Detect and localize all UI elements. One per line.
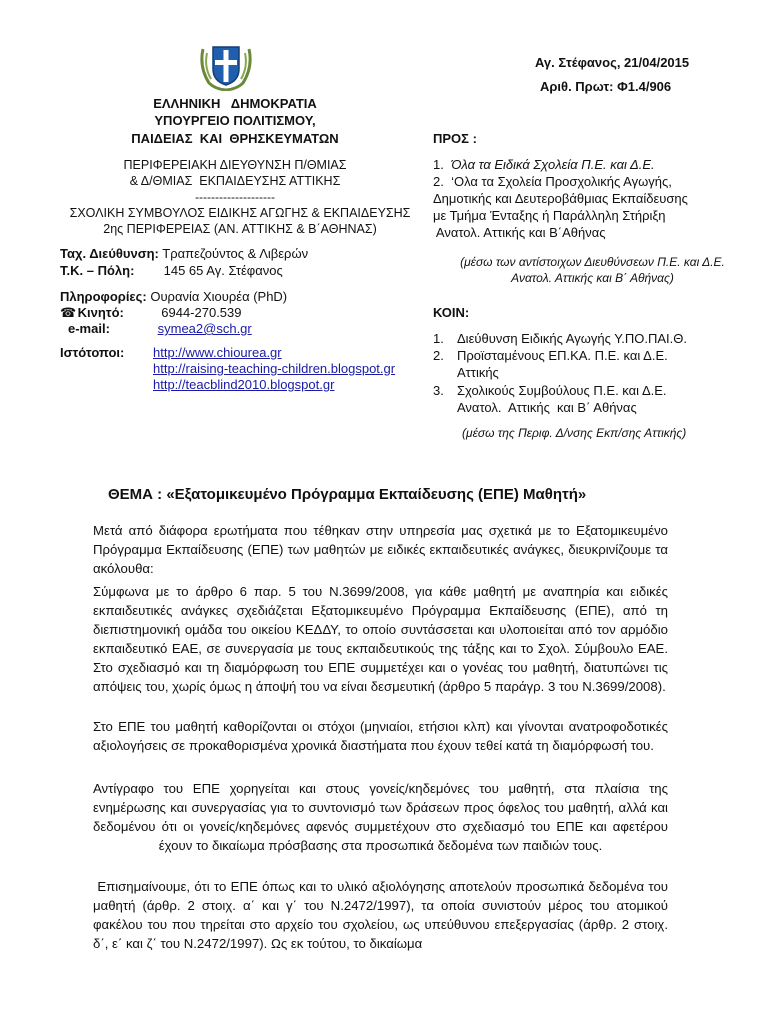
info-label: Πληροφορίες: [60, 289, 147, 304]
info-row [60, 289, 380, 305]
paragraph-2: Σύμφωνα με το άρθρο 6 παρ. 5 του Ν.3699/2008, για κάθε μαθητή με αναπηρία και ειδικές εκπαιδευτικές ανάγκες σχεδιάζεται Εξατομικευμένο Πρόγραμμα Εκπαίδευσης (ΕΠΕ), από τη διεπιστημονική ομάδα του οικείου ΚΕΔΔΥ, το οποίο συντάσσεται και υλοποιείται από τον αρμόδιο εκπαιδευτικό ΕΑΕ, σε συνεργασία με τους εκπαιδευτικούς της τάξης και το Σχολ. Σύμβουλο ΕΑΕ. Στο σχεδιασμό και τη διαμόρφωση του ΕΠΕ συμμετέχει και ο γονέας του μαθητή, διατυπώνει τις απόψεις του, χωρίς όμως η άποψή του να είναι δεσμευτική (άρθρο 5 παράγρ. 3 του Ν.3699/2008). [93, 584, 668, 694]
paragraph-3: Στο ΕΠΕ του μαθητή καθορίζονται οι στόχοι (μηνιαίοι, ετήσιοι κλπ) και γίνονται ανατροφοδοτικές αξιολογήσεις σε προκαθορισμένα χρονικά διαστήματα που έχουν τεθεί κατά τη διαμόρφωσή του. [93, 719, 668, 753]
paragraph-1: Μετά από διάφορα ερωτήματα που τέθηκαν στην υπηρεσία μας σχετικά με το Εξατομικευμένο Πρόγραμμα Εκπαίδευσης (ΕΠΕ) των μαθητών με ειδικές εκπαιδευτικές ανάγκες, διευκρινίζουμε τα ακόλουθα: [93, 523, 668, 576]
republic-title: ΕΛΛΗΝΙΚΗ ΔΗΜΟΚΡΑΤΙΑ [153, 96, 317, 111]
telephone-icon: ☎ [60, 305, 77, 320]
cc-note: (μέσω της Περιφ. Δ/νσης Εκπ/σης Αττικής) [462, 426, 687, 440]
email-label: e-mail: [68, 321, 110, 336]
protocol-number: Αριθ. Πρωτ: Φ1.4/906 [540, 79, 672, 94]
advisor-line-2: 2ης ΠΕΡΙΦΕΡΕΙΑΣ (ΑΝ. ΑΤΤΙΚΗΣ & Β΄ΑΘΗΝΑΣ) [103, 222, 377, 236]
to-label: ΠΡΟΣ : [433, 131, 477, 146]
coat-of-arms-emblem [195, 43, 257, 91]
email-row [60, 321, 380, 337]
mobile-value: 6944-270.539 [161, 305, 242, 320]
paragraph-5: Επισημαίνουμε, ότι το ΕΠΕ όπως και το υλικό αξιολόγησης αποτελούν προσωπικά δεδομένα του μαθητή (άρθρ. 2 στοιχ. α΄ και γ΄ του Ν.2472/1997), τα οποία συνιστούν μέρος του ατομικού φακέλου του που τηρείται στο αρχείο του σχολείου, ως υπεύθυνου επεξεργασίας (άρθρ. 2 στοιχ. δ΄, ε΄ και ζ΄ του Ν.2472/1997). Ως εκ τούτου, το δικαίωμα [93, 879, 672, 951]
cc-item-2: 2. Προϊσταμένους ΕΠ.ΚΑ. Π.Ε. και Δ.Ε. Αττικής [433, 348, 668, 380]
subject-heading: ΘΕΜΑ : «Εξατομικευμένο Πρόγραμμα Εκπαίδευσης (ΕΠΕ) Μαθητή» [108, 486, 587, 503]
postal-label: Τ.Κ. – Πόλη: [60, 263, 135, 278]
to-item-1: 1. Όλα τα Ειδικά Σχολεία Π.Ε. και Δ.Ε. [433, 157, 655, 172]
greek-coat-of-arms-icon [195, 43, 257, 91]
cc-list [433, 330, 763, 416]
separator-line: -------------------- [195, 190, 275, 204]
mobile-row [60, 305, 380, 321]
address-value: Τραπεζούντος & Λιβερών [162, 246, 309, 261]
ministry-line-1: ΥΠΟΥΡΓΕΙΟ ΠΟΛΙΤΙΣΜΟΥ, [154, 113, 316, 128]
mobile-label: Κινητό: [77, 305, 124, 320]
directorate-line-1: ΠΕΡΙΦΕΡΕΙΑΚΗ ΔΙΕΥΘΥΝΣΗ Π/ΘΜΙΑΣ [123, 158, 347, 172]
ministry-line-2: ΠΑΙΔΕΙΑΣ ΚΑΙ ΘΡΗΣΚΕΥΜΑΤΩΝ [131, 131, 339, 146]
to-list [433, 156, 763, 241]
info-value: Ουρανία Χιουρέα (PhD) [150, 289, 288, 304]
postal-row [60, 263, 360, 279]
site-link-3[interactable]: http://teacblind2010.blogspot.gr [153, 377, 335, 392]
email-link[interactable]: symea2@sch.gr [157, 321, 252, 336]
document-date: Αγ. Στέφανος, 21/04/2015 [535, 55, 690, 70]
site-link-1[interactable]: http://www.chiourea.gr [153, 345, 282, 360]
cc-item-1: 1. Διεύθυνση Ειδικής Αγωγής Υ.ΠΟ.ΠΑΙ.Θ. [433, 331, 687, 346]
directorate-line-2: & Δ/ΘΜΙΑΣ ΕΚΠΑΙΔΕΥΣΗΣ ΑΤΤΙΚΗΣ [129, 174, 341, 188]
cc-label: ΚΟΙΝ: [433, 305, 470, 320]
sites-label: Ιστότοποι: [60, 345, 125, 360]
address-row [60, 246, 360, 262]
address-label: Ταχ. Διεύθυνση: [60, 246, 159, 261]
site-link-2[interactable]: http://raising-teaching-children.blogspot.gr [153, 361, 396, 376]
paragraph-4: Αντίγραφο του ΕΠΕ χορηγείται και στους γονείς/κηδεμόνες του μαθητή, στα πλαίσια της ενημέρωσης και συνεργασίας για το συντονισμό των δράσεων προς όφελος του μαθητή, αλλά και δεδομένου ότι οι γονείς/κηδεμόνες αφενός συμμετέχουν στο σχεδιασμό του ΕΠΕ και αφετέρου έχουν το δικαίωμα πρόσβασης στα προσωπικά δεδομένα των παιδιών τους. [93, 781, 668, 853]
to-note: (μέσω των αντίστοιχων Διευθύνσεων Π.Ε. και Δ.Ε. Ανατολ. Αττικής και Β΄ Αθήνας) [460, 255, 725, 285]
cc-item-3: 3. Σχολικούς Συμβούλους Π.Ε. και Δ.Ε. Ανατολ. Αττικής και Β΄ Αθήνας [433, 383, 667, 415]
postal-value: 145 65 Αγ. Στέφανος [163, 263, 283, 278]
to-item-2: 2. ‘Ολα τα Σχολεία Προσχολικής Αγωγής, Δημοτικής και Δευτεροβάθμιας Εκπαίδευσης με Τμήμα Ένταξης ή Παράλληλη Στήριξη Ανατολ. Αττικής και Β΄Αθήνας [433, 174, 688, 240]
advisor-line-1: ΣΧΟΛΙΚΗ ΣΥΜΒΟΥΛΟΣ ΕΙΔΙΚΗΣ ΑΓΩΓΗΣ & ΕΚΠΑΙΔΕΥΣΗΣ [69, 206, 411, 220]
